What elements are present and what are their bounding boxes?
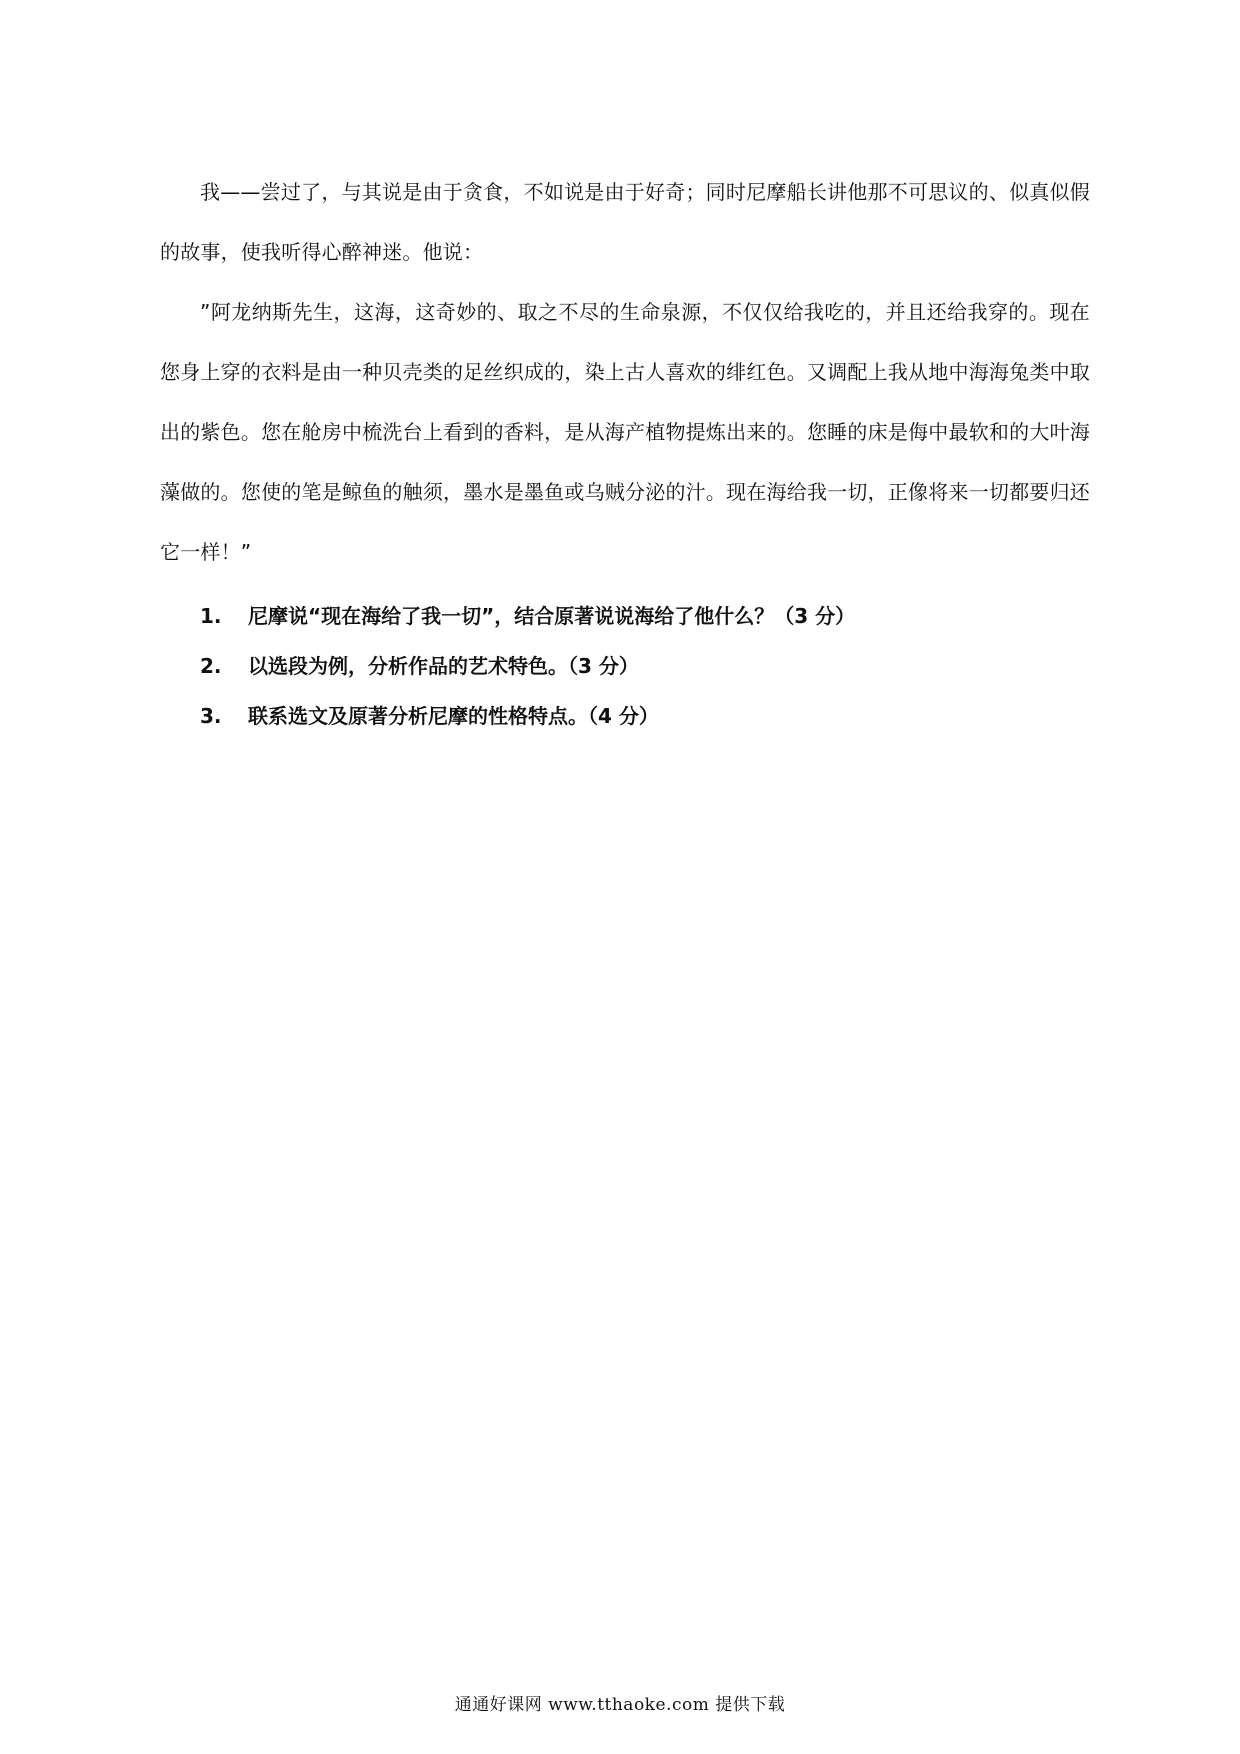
- reading-passage: [160, 162, 1090, 582]
- question-list: [200, 600, 1100, 750]
- question-text: 联系选文及原著分析尼摩的性格特点。（4 分）: [248, 704, 659, 728]
- question-item-3: [200, 700, 1100, 750]
- passage-paragraph-2: ”阿龙纳斯先生，这海，这奇妙的、取之不尽的生命泉源，不仅仅给我吃的，并且还给我穿的。现在您身上穿的衣料是由一种贝壳类的足丝织成的，染上古人喜欢的绯红色。又调配上我从地中海海兔类中取出的紫色。您在舱房中梳洗台上看到的香料，是从海产植物提炼出来的。您睡的床是侮中最软和的大叶海藻做的。您使的笔是鲸鱼的触须，墨水是墨鱼或乌贼分泌的汁。现在海给我一切，正像将来一切都要归还它一样！”: [160, 300, 1090, 564]
- question-item-2: [200, 650, 1100, 700]
- question-number: 1.: [200, 604, 222, 628]
- question-item-1: [200, 600, 1100, 650]
- question-number: 3.: [200, 704, 222, 728]
- page-footer: 通通好课网 www.tthaoke.com 提供下载: [454, 1695, 786, 1715]
- question-text: 以选段为例，分析作品的艺术特色。（3 分）: [248, 654, 639, 678]
- question-text: 尼摩说“现在海给了我一切”，结合原著说说海给了他什么？（3 分）: [248, 604, 856, 628]
- passage-paragraph-1: 我——尝过了，与其说是由于贪食，不如说是由于好奇；同时尼摩船长讲他那不可思议的、似真似假的故事，使我听得心醉神迷。他说：: [160, 180, 1090, 264]
- question-number: 2.: [200, 654, 222, 678]
